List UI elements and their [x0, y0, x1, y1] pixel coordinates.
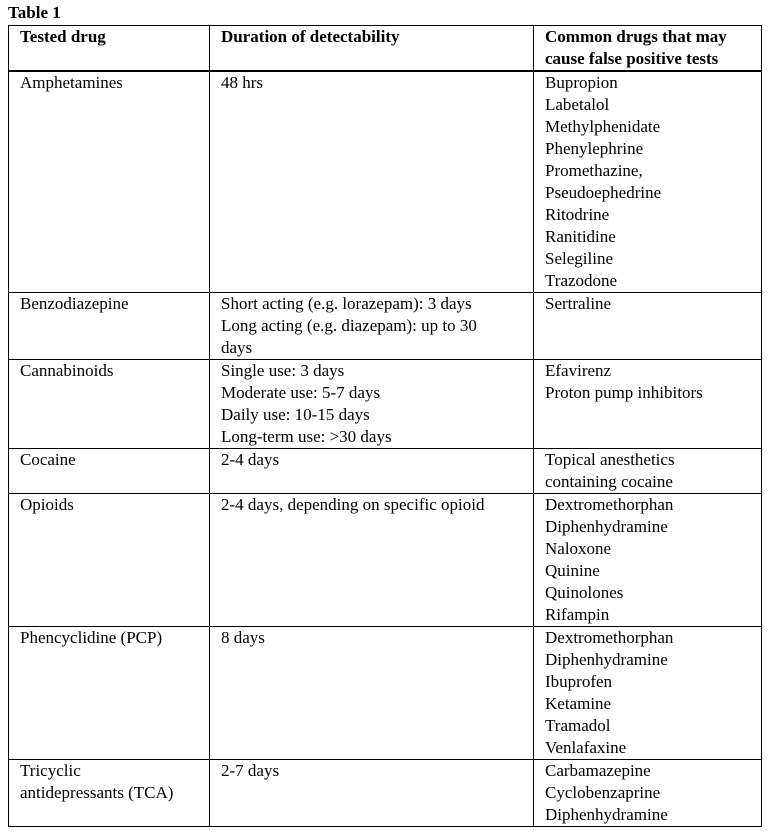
cell-line: Quinolones	[545, 583, 624, 602]
table-row	[9, 494, 762, 627]
cell-line: 2-7 days	[221, 761, 280, 780]
drug-test-table	[8, 25, 762, 827]
table-row	[9, 360, 762, 449]
cell-line: Diphenhydramine	[545, 650, 668, 669]
cell-line: Rifampin	[545, 605, 610, 624]
false-positives-cell	[534, 293, 762, 360]
cell-line: Phenylephrine	[545, 139, 644, 158]
duration-cell	[210, 494, 534, 627]
cell-line: 2-4 days, depending on specific opioid	[221, 495, 485, 514]
table-row	[9, 293, 762, 360]
tested-drug-cell	[9, 627, 210, 760]
duration-cell	[210, 760, 534, 827]
cell-line: Diphenhydramine	[545, 517, 668, 536]
cell-line: Daily use: 10-15 days	[221, 405, 370, 424]
false-positives-cell	[534, 627, 762, 760]
tested-drug-cell	[9, 760, 210, 827]
cell-line: days	[221, 338, 253, 357]
cell-line: Tricyclic	[20, 761, 81, 780]
table-caption: Table 1	[8, 3, 61, 22]
cell-line: Pseudoephedrine	[545, 183, 662, 202]
cell-line: Benzodiazepine	[20, 294, 129, 313]
false-positives-cell	[534, 494, 762, 627]
cell-line: Short acting (e.g. lorazepam): 3 days	[221, 294, 472, 313]
table-row	[9, 449, 762, 494]
duration-cell	[210, 449, 534, 494]
cell-line: Long-term use: >30 days	[221, 427, 392, 446]
cell-line: Efavirenz	[545, 361, 612, 380]
column-header-duration: Duration of detectability	[210, 26, 534, 72]
table-header-row	[9, 26, 762, 72]
cell-line: Ranitidine	[545, 227, 616, 246]
cell-line: Ketamine	[545, 694, 612, 713]
cell-line: Moderate use: 5-7 days	[221, 383, 381, 402]
false-positives-cell	[534, 760, 762, 827]
cell-line: Ritodrine	[545, 205, 610, 224]
cell-line: Bupropion	[545, 73, 618, 92]
cell-line: Diphenhydramine	[545, 805, 668, 824]
cell-line: Cannabinoids	[20, 361, 114, 380]
column-header-tested-drug: Tested drug	[9, 26, 210, 72]
table-body	[9, 71, 762, 827]
tested-drug-cell	[9, 293, 210, 360]
cell-line: Long acting (e.g. diazepam): up to 30	[221, 316, 477, 335]
cell-line: Single use: 3 days	[221, 361, 345, 380]
cell-line: Venlafaxine	[545, 738, 627, 757]
cell-line: Ibuprofen	[545, 672, 613, 691]
cell-line: Opioids	[20, 495, 74, 514]
tested-drug-cell	[9, 494, 210, 627]
cell-line: Proton pump inhibitors	[545, 383, 703, 402]
cell-line: Labetalol	[545, 95, 610, 114]
cell-line: Dextromethorphan	[545, 628, 674, 647]
cell-line: Topical anesthetics	[545, 450, 675, 469]
cell-line: Phencyclidine (PCP)	[20, 628, 163, 647]
false-positives-cell	[534, 360, 762, 449]
cell-line: Promethazine,	[545, 161, 643, 180]
cell-line: Methylphenidate	[545, 117, 661, 136]
cell-line: Trazodone	[545, 271, 618, 290]
cell-line: Naloxone	[545, 539, 612, 558]
false-positives-cell	[534, 71, 762, 293]
cell-line: Tramadol	[545, 716, 611, 735]
tested-drug-cell	[9, 71, 210, 293]
cell-line: Amphetamines	[20, 73, 123, 92]
table-row	[9, 71, 762, 293]
table-row	[9, 627, 762, 760]
duration-cell	[210, 71, 534, 293]
duration-cell	[210, 293, 534, 360]
cell-line: antidepressants (TCA)	[20, 783, 174, 802]
cell-line: 8 days	[221, 628, 265, 647]
tested-drug-cell	[9, 449, 210, 494]
tested-drug-cell	[9, 360, 210, 449]
duration-cell	[210, 627, 534, 760]
duration-cell	[210, 360, 534, 449]
false-positives-cell	[534, 449, 762, 494]
cell-line: Selegiline	[545, 249, 613, 268]
cell-line: 2-4 days	[221, 450, 280, 469]
cell-line: Quinine	[545, 561, 600, 580]
column-header-false-positives: Common drugs that may cause false positive tests	[534, 26, 762, 72]
cell-line: Sertraline	[545, 294, 612, 313]
cell-line: Carbamazepine	[545, 761, 651, 780]
cell-line: containing cocaine	[545, 472, 673, 491]
cell-line: Dextromethorphan	[545, 495, 674, 514]
cell-line: Cyclobenzaprine	[545, 783, 661, 802]
cell-line: Cocaine	[20, 450, 76, 469]
table-row	[9, 760, 762, 827]
cell-line: 48 hrs	[221, 73, 264, 92]
